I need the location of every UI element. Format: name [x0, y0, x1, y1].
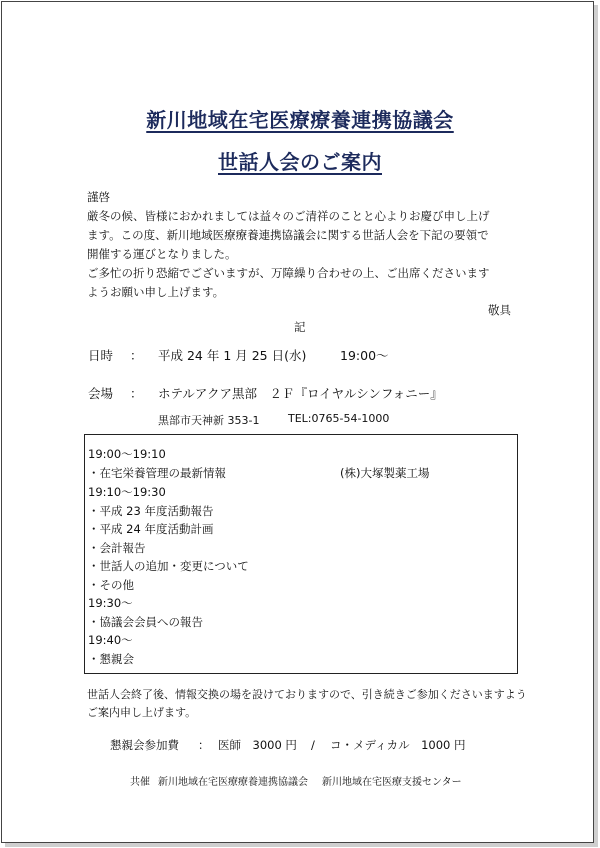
- agenda-item-3: ・平成 24 年度活動計画: [88, 522, 214, 536]
- agenda-item-6: ・その他: [88, 578, 134, 592]
- venue-colon: ：: [130, 386, 143, 401]
- venue-address: 黒部市天神新 353-1: [158, 414, 260, 427]
- fee-separator: /: [311, 738, 315, 752]
- cohost-org-2: 新川地域在宅医療支援センター: [322, 777, 462, 788]
- date-colon: ：: [130, 348, 143, 363]
- cohost-label: 共催: [130, 777, 150, 788]
- venue-label: 会場: [88, 386, 114, 401]
- letter-line-2: ます。この度、新川地域医療療養連携協議会に関する世話人会を下記の要領で: [87, 228, 489, 242]
- date-label: 日時: [88, 348, 114, 363]
- fee-comedical: コ・メディカル 1000 円: [330, 738, 466, 752]
- footer-line-1: 世話人会終了後、情報交換の場を設けておりますので、引き続きご参加くださいますよう: [87, 688, 527, 701]
- letter-line-1: 厳冬の候、皆様におかれましては益々のご清祥のことと心よりお慶び申し上げ: [87, 209, 490, 223]
- note-heading: 記: [294, 320, 306, 334]
- agenda-time-2: 19:10～19:30: [88, 485, 166, 499]
- time-value: 19:00～: [340, 348, 389, 363]
- venue-value: ホテルアクア黒部 ２Ｆ『ロイヤルシンフォニー』: [158, 386, 443, 401]
- salutation: 謹啓: [87, 190, 110, 204]
- document-title-line2: 世話人会のご案内: [218, 150, 382, 174]
- agenda-item-8: ・懇親会: [88, 652, 134, 666]
- agenda-time-4: 19:40～: [88, 633, 133, 647]
- letter-line-5: ようお願い申し上げます。: [87, 285, 225, 299]
- agenda-item-4: ・会計報告: [88, 541, 146, 555]
- agenda-time-1: 19:00～19:10: [88, 447, 166, 461]
- agenda-item-2: ・平成 23 年度活動報告: [88, 504, 214, 518]
- fee-label: 懇親会参加費: [110, 738, 179, 752]
- venue-tel: TEL:0765-54-1000: [288, 412, 390, 425]
- agenda-sponsor: (株)大塚製薬工場: [340, 466, 430, 480]
- document-title-line1: 新川地域在宅医療療養連携協議会: [146, 108, 454, 132]
- agenda-item-1: ・在宅栄養管理の最新情報: [88, 466, 226, 480]
- fee-doctor: 医師 3000 円: [218, 738, 297, 752]
- agenda-time-3: 19:30～: [88, 596, 133, 610]
- letter-line-3: 開催する運びとなりました。: [87, 247, 237, 261]
- closing: 敬具: [488, 303, 511, 317]
- footer-line-2: ご案内申し上げます。: [87, 706, 197, 719]
- fee-colon: ：: [198, 738, 210, 752]
- agenda-item-7: ・協議会会員への報告: [88, 615, 203, 629]
- letter-line-4: ご多忙の折り恐縮でございますが、万障繰り合わせの上、ご出席くださいます: [87, 266, 490, 280]
- date-value: 平成 24 年 1 月 25 日(水): [158, 348, 307, 363]
- agenda-item-5: ・世話人の追加・変更について: [88, 559, 249, 573]
- cohost-org-1: 新川地域在宅医療療養連携協議会: [158, 777, 308, 788]
